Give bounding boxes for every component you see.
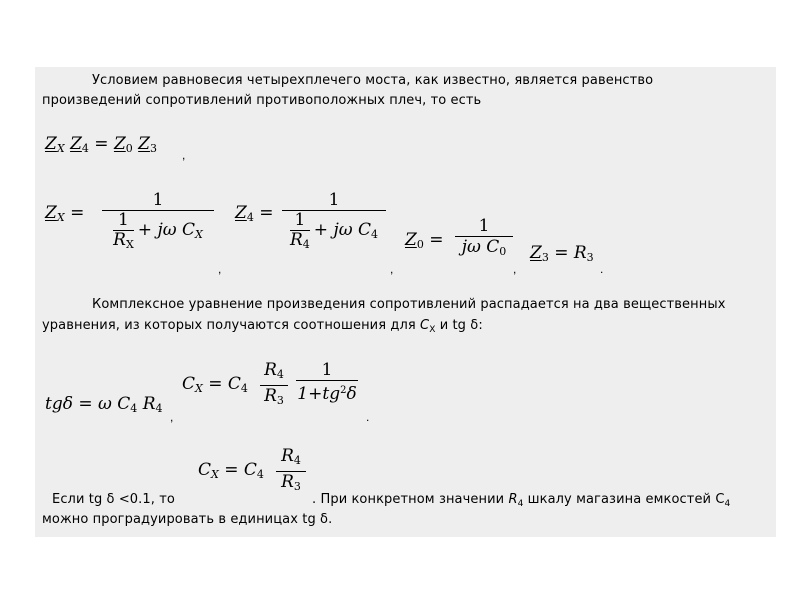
cx-full-separator: .	[366, 410, 370, 424]
balance-equation: $Z_X$ $Z_4 = Z_0$ $Z_3$	[45, 134, 157, 155]
tg-separator: ,	[170, 410, 174, 424]
tg-delta-equation: tgδ = ω $C_4$ $R_4$	[45, 394, 163, 415]
z3-separator: .	[600, 262, 604, 276]
z4-fraction: 1 $\frac{1}{R_4}$ + jω $C_4$	[282, 190, 386, 254]
z3-equation: $Z_3 = R_3$	[530, 243, 594, 264]
z4-lhs: $Z_4$ =	[235, 203, 274, 224]
cx-full-correction: 1 $1+tg^2\delta$	[297, 360, 357, 404]
paragraph-3-line-2: можно проградуировать в единицах tg δ.	[42, 512, 333, 527]
z0-lhs: $Z_0$ =	[405, 230, 444, 251]
paragraph-1-line-1: Условием равновесия четырехплечего моста, как известно, является равенство	[92, 73, 654, 88]
cx-approx-ratio: $R_4$ $R_3$	[276, 446, 306, 497]
paragraph-3-line-1-end: . При конкретном значении $R_4$ шкалу магазина емкостей $C_4$	[312, 492, 731, 509]
paragraph-2-line-1: Комплексное уравнение произведения сопротивлений распадается на два вещественных	[92, 297, 726, 312]
zx-fraction: 1 $\frac{1}{R_X}$ + jω $C_X$	[102, 190, 214, 254]
cx-approx-lhs: $C_X = C_4$	[198, 460, 264, 481]
z4-separator: ,	[390, 262, 394, 276]
paragraph-2-line-2: уравнения, из которых получаются соотношения для $C_X$ и tg δ:	[42, 318, 483, 335]
cx-full-lhs: $C_X = C_4$	[182, 374, 248, 395]
z0-separator: ,	[513, 262, 517, 276]
cx-full-ratio: $R_4$ $R_3$	[260, 360, 288, 411]
z0-fraction: 1 jω $C_0$	[455, 216, 513, 262]
zx-lhs: $Z_X$ =	[45, 203, 85, 224]
balance-separator: ,	[182, 148, 186, 162]
zx-separator: ,	[218, 262, 222, 276]
paragraph-3-line-1-start: Если tg δ <0.1, то	[52, 492, 175, 507]
paragraph-1-line-2: произведений сопротивлений противоположных плеч, то есть	[42, 93, 482, 108]
